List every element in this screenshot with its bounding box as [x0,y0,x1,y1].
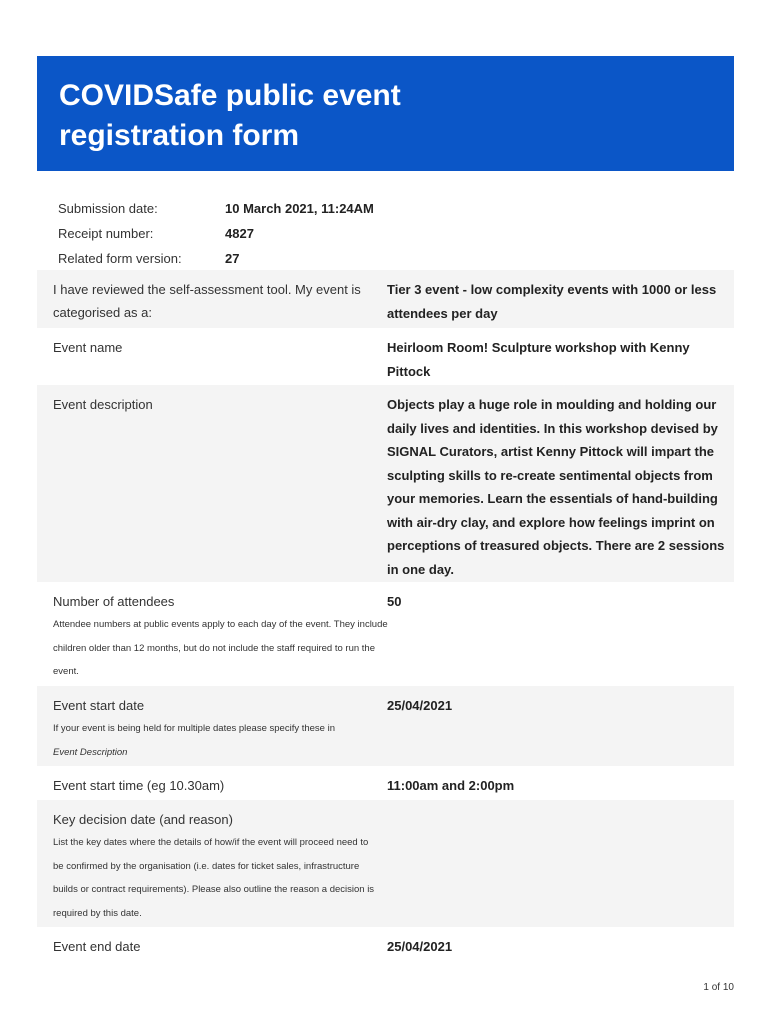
question-help-text [53,717,377,764]
row-key-decision-date [37,800,734,927]
meta-value: 10 March 2021, 11:24AM [225,201,374,216]
answer-value: Heirloom Room! Sculpture workshop with Kenny Pittock [387,340,690,379]
meta-value: 4827 [225,226,254,241]
question-help-text: List the key dates where the details of how/if the event will proceed need to be confirmed by the organisation (i.e. dates for ticket sales, infrastructure builds or contract requirements). Please also outline the reason a decision is required by this date. [53,837,375,919]
row-event-start-date [37,686,734,766]
question-help-text: Attendee numbers at public events apply to each day of the event. They include children older than 12 months, but do not include the staff required to run the event. [53,619,388,677]
answer-value: 25/04/2021 [387,698,453,713]
question-label: Event name [53,340,123,355]
question-label: Event start time (eg 10.30am) [53,778,225,793]
question-label: Event description [53,397,153,412]
meta-row-submission-date [37,196,734,221]
answer-value: 50 [387,594,402,609]
meta-value: 27 [225,251,240,266]
help-text: If your event is being held for multiple dates please specify these in [53,723,335,734]
form-header [37,56,734,171]
answer-value: 25/04/2021 [387,939,453,954]
question-label: I have reviewed the self-assessment tool. My event is categorised as a: [53,282,361,320]
row-number-of-attendees [37,582,734,686]
row-event-description [37,385,734,582]
meta-row-form-version [37,246,734,271]
form-responses [37,270,734,961]
answer-value: Tier 3 event - low complexity events with 1000 or less attendees per day [387,282,717,321]
answer-value [387,808,734,921]
question-label: Key decision date (and reason) [53,812,233,827]
row-event-name [37,328,734,385]
row-event-end-date [37,927,734,961]
row-event-tier [37,270,734,328]
form-title: COVIDSafe public event registration form [59,79,401,152]
meta-label: Submission date: [58,201,158,216]
meta-row-receipt-number [37,221,734,246]
row-event-start-time [37,766,734,800]
question-label: Event end date [53,939,141,954]
question-label: Number of attendees [53,594,175,609]
page-number: 1 of 10 [703,982,734,993]
answer-value: 11:00am and 2:00pm [387,778,515,793]
meta-label: Receipt number: [58,226,154,241]
question-label: Event start date [53,698,145,713]
answer-value: Objects play a huge role in moulding and holding our daily lives and identities. In this workshop devised by SIGNAL Curators, artist Kenny Pittock will impart the sculpting skills to re-create sentimental objects from your memories. Learn the essentials of hand-building with air-dry clay, and explore how feelings imprint on perceptions of treasured objects. There are 2 sessions in one day. [387,397,725,577]
meta-label: Related form version: [58,251,182,266]
submission-meta [37,196,734,271]
help-text-italic: Event Description [53,746,128,758]
